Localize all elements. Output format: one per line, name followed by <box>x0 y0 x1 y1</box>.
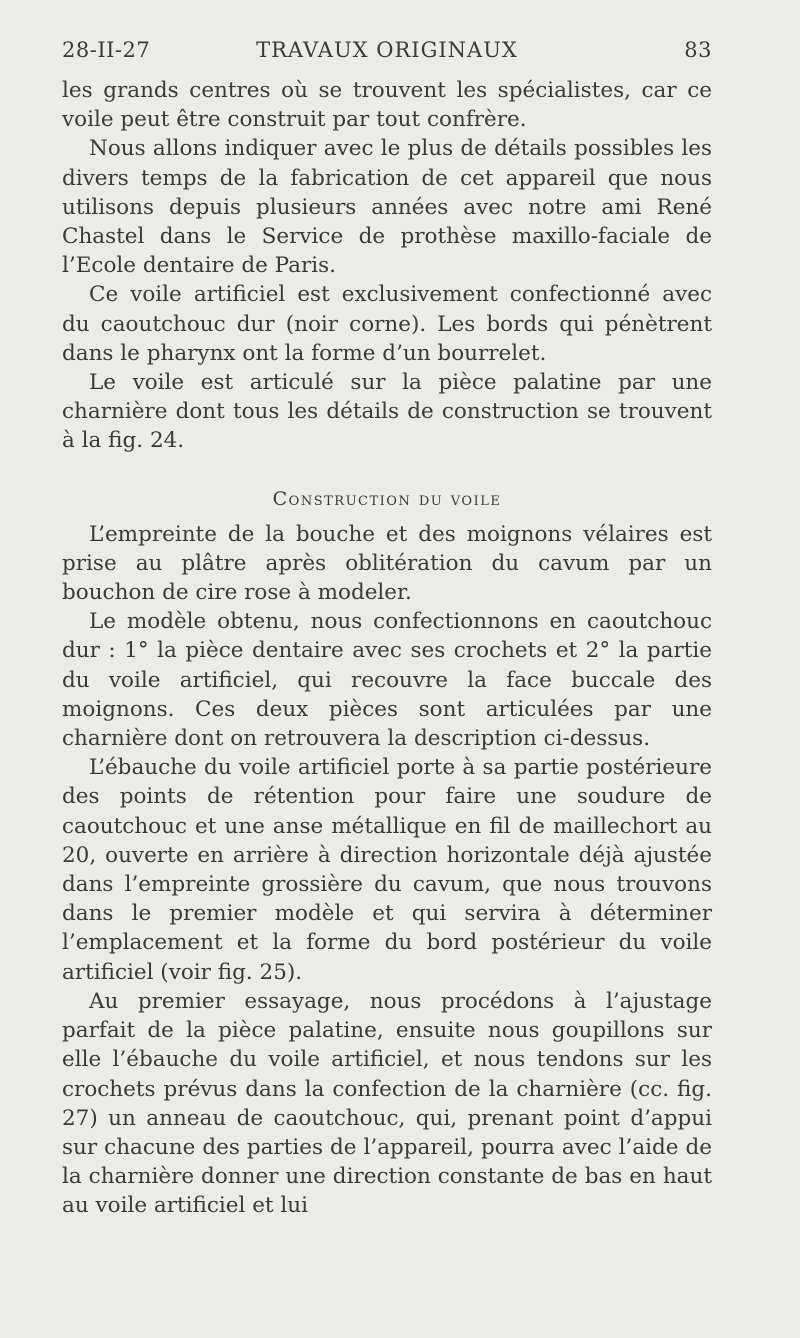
page-number: 83 <box>684 38 712 62</box>
header-running-title: TRAVAUX ORIGINAUX <box>256 38 518 62</box>
section-heading: Construction du voile <box>272 487 502 510</box>
header-date: 28-II-27 <box>62 38 151 62</box>
paragraph: Le modèle obtenu, nous confectionnons en caoutchouc dur : 1° la pièce dentaire avec ses crochets et 2° la partie du voile artificiel, qui recouvre la face buccale des moignons. Ces deux pièces sont articulées par une charnière dont on retrouvera la description ci-dessus. <box>62 609 712 752</box>
paragraph: les grands centres où se trouvent les spécialistes, car ce voile peut être construit par tout confrère. <box>62 78 712 133</box>
paragraph: L’ébauche du voile artificiel porte à sa partie postérieure des points de rétention pour faire une soudure de caoutchouc et une anse métallique en fil de maillechort au 20, ouverte en arrière à direction horizontale déjà ajustée dans l’empreinte grossière du cavum, que nous trouvons dans le premier modèle et qui servira à déterminer l’emplacement et la forme du bord postérieur du voile artificiel (voir fig. 25). <box>62 755 712 985</box>
body-text <box>62 76 712 1221</box>
paragraph: Nous allons indiquer avec le plus de détails possibles les divers temps de la fabrication de cet appareil que nous utilisons depuis plusieurs années avec notre ami René Chastel dans le Service de prothèse maxillo-faciale de l’Ecole dentaire de Paris. <box>62 136 712 279</box>
paragraph: L’empreinte de la bouche et des moignons vélaires est prise au plâtre après oblitération du cavum par un bouchon de cire rose à modeler. <box>62 521 712 606</box>
paragraph: Au premier essayage, nous procédons à l’ajustage parfait de la pièce palatine, ensuite nous goupillons sur elle l’ébauche du voile artificiel, et nous tendons sur les crochets prévus dans la confection de la charnière (cc. fig. 27) un anneau de caoutchouc, qui, prenant point d’appui sur chacune des parties de l’appareil, pourra avec l’aide de la charnière donner une direction constante de bas en haut au voile artificiel et lui <box>62 988 712 1219</box>
paragraph: Le voile est articulé sur la pièce palatine par une charnière dont tous les détails de construction se trouvent à la fig. 24. <box>62 370 712 454</box>
running-header <box>62 38 712 68</box>
paragraph: Ce voile artificiel est exclusivement confectionné avec du caoutchouc dur (noir corne). Les bords qui pénètrent dans le pharynx ont la forme d’un bourrelet. <box>62 282 712 366</box>
